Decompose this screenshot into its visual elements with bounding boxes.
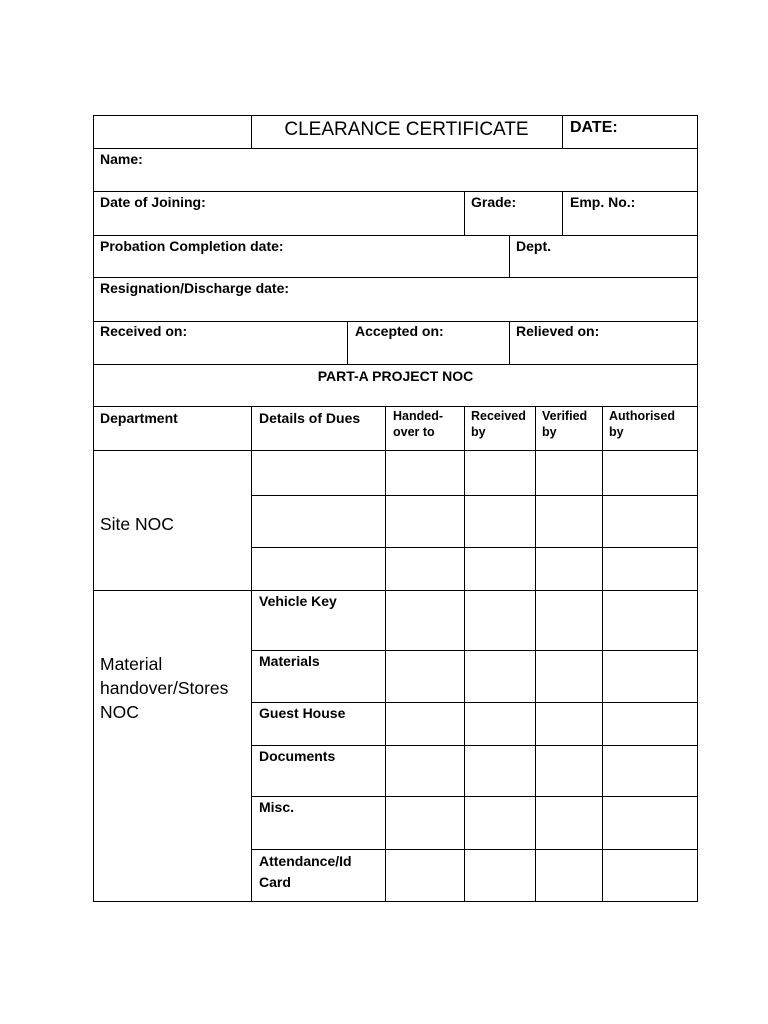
- dues-item-vehicle-key: Vehicle Key: [259, 593, 337, 609]
- row-divider: [251, 849, 698, 850]
- dues-item-misc: Misc.: [259, 799, 295, 815]
- accepted-on-label: Accepted on:: [355, 323, 444, 339]
- row-divider: [93, 277, 698, 278]
- col-divider: [535, 406, 536, 902]
- row-divider: [93, 590, 698, 591]
- col-divider: [251, 406, 252, 902]
- form-border: [93, 115, 698, 902]
- col-divider: [509, 235, 510, 277]
- section-title: PART-A PROJECT NOC: [317, 368, 474, 384]
- dept-label: Dept.: [516, 238, 551, 254]
- col-divider: [509, 321, 510, 364]
- row-divider: [93, 450, 698, 451]
- row-divider: [93, 191, 698, 192]
- grade-label: Grade:: [471, 194, 517, 210]
- date-label: DATE:: [570, 119, 618, 136]
- dues-item-materials: Materials: [259, 653, 320, 669]
- col-divider: [464, 191, 465, 235]
- row-divider: [93, 364, 698, 365]
- col-header-department: Department: [100, 410, 178, 426]
- row-divider: [251, 547, 698, 548]
- row-divider: [93, 406, 698, 407]
- col-divider: [385, 406, 386, 902]
- relieved-on-label: Relieved on:: [516, 323, 600, 339]
- col-divider: [464, 406, 465, 902]
- dues-item-guest-house: Guest House: [259, 705, 346, 721]
- resignation-label: Resignation/Discharge date:: [100, 280, 290, 296]
- row-divider: [93, 148, 698, 149]
- department-site-noc: Site NOC: [100, 514, 174, 534]
- probation-completion-label: Probation Completion date:: [100, 238, 284, 254]
- date-of-joining-label: Date of Joining:: [100, 194, 206, 210]
- col-header-details-of-dues: Details of Dues: [259, 410, 361, 426]
- row-divider: [251, 796, 698, 797]
- row-divider: [251, 702, 698, 703]
- dues-item-attendance-id-card: Attendance/Id Card: [259, 853, 352, 890]
- row-divider: [251, 745, 698, 746]
- row-divider: [93, 321, 698, 322]
- name-label: Name:: [100, 151, 143, 167]
- received-on-label: Received on:: [100, 323, 188, 339]
- col-header-received-by: Received by: [471, 409, 526, 439]
- col-divider: [562, 191, 563, 235]
- col-divider: [602, 406, 603, 902]
- dues-item-documents: Documents: [259, 748, 336, 764]
- row-divider: [93, 235, 698, 236]
- col-header-verified-by: Verified by: [542, 409, 588, 439]
- col-divider: [562, 115, 563, 149]
- col-divider: [347, 321, 348, 364]
- row-divider: [251, 650, 698, 651]
- col-header-handed-over-to: Handed-over to: [393, 409, 443, 439]
- emp-no-label: Emp. No.:: [570, 194, 636, 210]
- row-divider: [251, 495, 698, 496]
- department-material-handover: Material handover/Stores NOC: [100, 654, 229, 722]
- col-header-authorised-by: Authorised by: [609, 409, 675, 439]
- form-title: CLEARANCE CERTIFICATE: [284, 119, 529, 140]
